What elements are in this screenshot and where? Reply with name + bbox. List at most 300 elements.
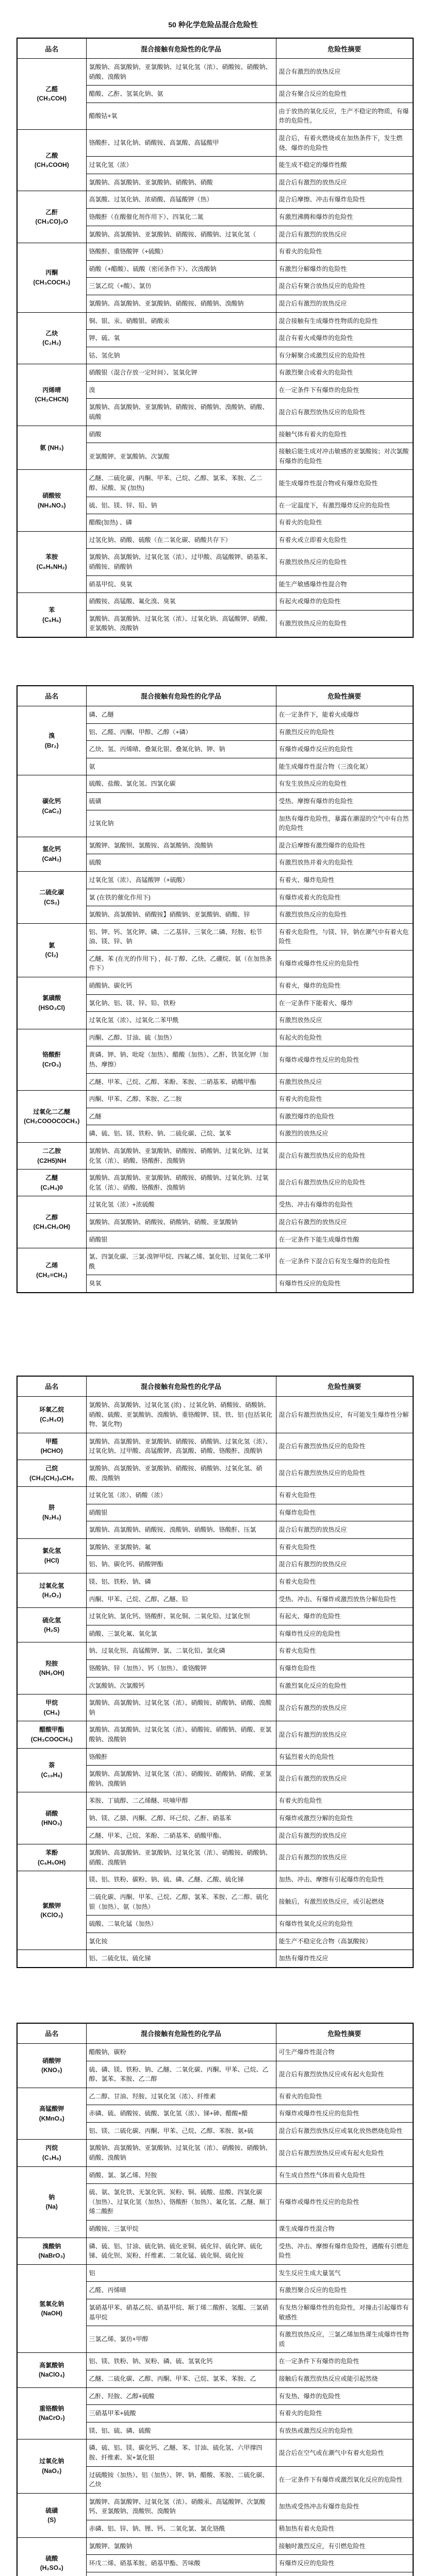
column-header: 混合接触有危险性的化学品 (86, 2023, 276, 2044)
hazard-cell: 在一定条件下有爆炸的危险性 (276, 2353, 413, 2370)
hazard-cell: 有激烈聚合或着火的危险性 (276, 364, 413, 382)
hazard-cell: 混合后有激烈放热反应的危险性 (276, 1143, 413, 1170)
chemicals-cell: 乙醚、甲苯、己烷、苯酚、二硝基苯、硝酸甲酯、 (86, 1827, 276, 1844)
hazard-cell: 有着火的危险性 (276, 1792, 413, 1810)
product-name-cell (17, 706, 86, 775)
hazard-cell: 由于放热的氧化反应，生产不稳定的物质，有爆炸的危险性。 (276, 103, 413, 129)
product-name: 氯磺酸 (42, 994, 61, 1002)
chemicals-cell: 磷、硫、铝、甘油、硫化钠、硫化亚铜、硫化锌、硫化钾、硫化锑、硫化钡、炭粉、纤维素、二氧化锰、硫化铜、硫化铵 (86, 2238, 276, 2264)
chemicals-cell: 铬酸钠、锌（加热）、钙（加热）、重铬酸钾 (86, 1660, 276, 1677)
product-formula: (C2H5)NH (37, 1157, 67, 1164)
hazard-table (17, 1376, 414, 1968)
chemicals-cell: 过氧化氢（浓）、硝酸（浓） (86, 1487, 276, 1504)
table-row (17, 1248, 413, 1275)
hazard-cell: 可生产爆炸性混合物 (276, 2043, 413, 2061)
product-formula: (C₂H₄)0 (40, 1183, 63, 1191)
hazard-cell: 接触时激烈反应，有引燃危险性 (276, 2537, 413, 2555)
chemicals-cell: 硝酸铵、高锰酸、氟化溴、臭氧 (86, 593, 276, 611)
chemicals-cell: 铬酸酐（在酸催化剂作用下）、四氧化二氮 (86, 208, 276, 226)
chemicals-cell: 溴 (86, 381, 276, 399)
table-row (17, 977, 413, 995)
hazard-cell: 混合后，有着火燃烧或在加热条件下，发生燃烧、爆炸的危险性 (276, 129, 413, 156)
product-formula: (C₁₀H₈) (41, 1771, 62, 1778)
chemicals-cell: 过氧化氢（浓）、过氧化二苯甲酰 (86, 1012, 276, 1029)
chemicals-cell: 氯酸钠、亚氯酸钠、氟 (86, 1538, 276, 1556)
hazard-cell: 有着火危险性 (276, 1538, 413, 1556)
chemicals-cell: 三氯乙烯、氯仿+甲醇 (86, 2326, 276, 2353)
chemicals-cell: 磷、乙醚 (86, 706, 276, 723)
product-name-cell (17, 243, 86, 312)
product-formula: (CrO₃) (42, 1061, 61, 1069)
chemicals-cell: 氯酸钠、高氯酸钠、亚氯酸钠、过氧化氢（浓）、硝酸铵、硝酸钠、硝酸、溴酸钠 (86, 2140, 276, 2166)
product-formula: (C₃H₈) (42, 2154, 61, 2162)
chemicals-cell: 氯、四氯化碳、三氯-溴钾甲烷、四氟乙烯、氯化铝、过氧化二苯甲酰 (86, 1248, 276, 1275)
hazard-cell: 能生产不稳定化合物（高氯酸铵） (276, 1933, 413, 1950)
hazard-cell: 混合后有激烈放热反应的危险性 (276, 1170, 413, 1196)
hazard-cell: 有发热、爆炸的危险性 (276, 2387, 413, 2405)
product-name: 过氧化钠 (39, 2458, 64, 2465)
column-header: 混合接触有危险性的化学品 (86, 1376, 276, 1397)
hazard-cell: 接触后，有激烈放热反应，或引起燃烧 (276, 1888, 413, 1915)
product-name-cell (17, 1396, 86, 1433)
product-formula: (KNO₃) (41, 2066, 62, 2074)
chemicals-cell: 氯酸钠、高氯酸钠、亚氯酸钠、硝酸铵、硝酸钠、溴酸钠、硝酸、硫酸 (86, 399, 276, 426)
chemicals-cell: 铬酸酐 (86, 1748, 276, 1766)
hazard-cell: 有分解聚合或激烈反应的危险性 (276, 347, 413, 364)
product-name: 苯 (48, 606, 55, 614)
product-name: 萘 (48, 1761, 55, 1769)
hazard-cell: 有激烈放热反应 (276, 1073, 413, 1091)
chemicals-cell: 臭氧 (86, 1275, 276, 1293)
hazard-table (17, 2023, 414, 2576)
table-row (17, 59, 413, 86)
chemicals-cell: 乙醚、二硫化碳、丙酮、甲苯、己烷、乙醇、氯苯、苯胺、乙二醇、尿酸、炭 (加热) (86, 470, 276, 497)
hazard-cell: 有着火的危险性 (276, 514, 413, 532)
hazard-cell: 混合后有激烈放热反应的危险性 (276, 399, 413, 426)
product-name-cell (17, 1748, 86, 1792)
chemicals-cell: 铬酸酐、过氧化钠、硝酸铵、高氯酸、高锰酸甲 (86, 129, 276, 156)
hazard-cell: 加热有爆炸危险性，暴露在潮湿的空气中有自然的危险性 (276, 810, 413, 837)
product-formula: (CH₃COOH) (34, 161, 69, 169)
product-name: 羟胺 (45, 1659, 58, 1667)
chemicals-cell: 铬酸酐、重铬酸钾（+硫酸） (86, 243, 276, 261)
chemicals-cell: 硝酸钠、碳化钙 (86, 977, 276, 995)
chemicals-cell: 铝、镁、铁粉、钠、炭粉、磷、硫、氢氧化钙 (86, 2353, 276, 2370)
product-name-cell (17, 426, 86, 470)
chemicals-cell: 氯酸钠、高氯酸钠、亚氯酸钠、硝酸铵、硝酸钠、过氧化钠、过氧化氢（浓）、硝酸、铬酸酐、溴酸钠 (86, 1143, 276, 1170)
hazard-cell: 有激烈的放热反应 (276, 1125, 413, 1143)
chemicals-cell: 镁、铝、铁粉、钠、磷 (86, 1573, 276, 1591)
table-row (17, 2537, 413, 2555)
chemicals-cell: 过氧化氢（浓）+浓硫酸 (86, 1196, 276, 1214)
hazard-cell: 有着火的危险性 (276, 243, 413, 261)
product-name: 乙炔 (45, 329, 58, 337)
table-row (17, 1608, 413, 1625)
product-formula: (CH₃COCH₃) (33, 278, 71, 286)
chemicals-cell: 镁、铝、铁粉、碳粉、钠、硫、磷、乙醚、乙酸、硫化锑 (86, 1871, 276, 1889)
hazard-cell: 有激烈放热反应，三氯乙烯加热课生成爆炸性物质 (276, 2326, 413, 2353)
product-name: 氢氧化钠 (39, 2300, 64, 2308)
column-header: 危险性摘要 (276, 686, 413, 706)
chemicals-cell: 氯酸钠、高氯酸钠、亚氯酸钠、硝酸钠、硝酸 (86, 174, 276, 191)
product-name-cell (17, 923, 86, 977)
product-formula: (H₂O₂) (42, 1591, 61, 1599)
chemicals-cell: 乙炔、氢、丙烯晴、叠氮化银、叠氮化钠、钾、钠 (86, 741, 276, 758)
table-header-row (17, 686, 413, 706)
table-header-row (17, 1376, 413, 1397)
hazard-cell: 有起火的危险性 (276, 1029, 413, 1046)
column-header: 品名 (17, 38, 86, 59)
product-name-cell (17, 2537, 86, 2576)
chemicals-cell: 硝酸银 (86, 1231, 276, 1248)
table-row (17, 871, 413, 889)
product-name-cell (17, 531, 86, 592)
chemicals-cell: 氯酸钠、高氯酸钠、硝酸铵】硝酸钠、亚氯酸钠、硝酸、锌 (86, 906, 276, 924)
product-name: 二乙胺 (42, 1147, 61, 1155)
chemicals-cell: 氯酸钾、氯酸钠 (86, 2537, 276, 2555)
hazard-cell: 混合后有激烈的放热反应 (276, 226, 413, 243)
product-name: 甲醛 (45, 1437, 58, 1445)
table-row (17, 1091, 413, 1108)
column-header: 品名 (17, 1376, 86, 1397)
product-name-cell (17, 1170, 86, 1196)
chemicals-cell: 过硫酸铵（加热）、铝（加热）、钾、钠、醋酸、苯胺、二硫化碳、乙炔 (86, 2466, 276, 2493)
table-row (17, 531, 413, 549)
column-header: 品名 (17, 686, 86, 706)
chemicals-cell: 硫、磷、镁、铁粉、钠、乙醚、二氧化碳、丙酮、甲苯、己烷、乙醇、氯苯、苯胺、乙二醇 (86, 2061, 276, 2088)
hazard-cell: 有爆炸或爆炸性反应的危险性 (276, 2105, 413, 2123)
chemicals-cell: 次氯酸钠、次氯酸钙 (86, 1677, 276, 1694)
hazard-cell: 有着火危险性 (276, 1573, 413, 1591)
product-name: 硝酸铵 (42, 492, 61, 500)
chemicals-cell: 硫磺 (86, 792, 276, 810)
chemicals-cell: 氯化铵 (86, 1933, 276, 1950)
product-name: 氯 (48, 941, 55, 949)
product-formula: (CH₂=CH₂) (36, 1271, 68, 1279)
page-title: 50 种化学危险品混合危险性 (168, 21, 258, 29)
chemicals-cell: 乙二醇、甘油、羟胺、过氧化氢（浓）、纤维素 (86, 2088, 276, 2105)
hazard-cell: 有着火，爆炸的危险性 (276, 977, 413, 995)
product-formula: (CH₂COOOCOCH₃) (24, 1117, 80, 1125)
product-formula: (Cl₂) (45, 951, 58, 959)
chemicals-cell: 过氧化氢（浓）、高锰酸钾（+硫酸） (86, 871, 276, 889)
hazard-cell: 课生成爆炸性混合物 (276, 2221, 413, 2238)
product-name: 硫酸 (45, 2554, 58, 2562)
product-formula: (KClO₃) (40, 1911, 63, 1919)
product-formula: (CH₃CH₂OH) (33, 1223, 71, 1231)
chemicals-cell: 钴、氢化钠 (86, 347, 276, 364)
chemicals-cell: 三硝基甲苯+硫酸 (86, 2405, 276, 2422)
hazard-cell: 有起火或爆炸的危险性 (276, 593, 413, 611)
hazard-cell: 有着火的危险性 (276, 2088, 413, 2105)
hazard-cell: 混合后有聚合放热反应的危险性 (276, 278, 413, 295)
chemicals-cell: 氯酸钠、高氯酸钠、过氧化氢 (浓) 、过氧化钠、硝酸铵、硝酸钠、硝酸、硫酸、亚氯酸钠、溴酸钠、重铬酸钾、镁、铁、铝 (包括氧化物、氯化物) (86, 1396, 276, 1433)
chemicals-cell: 氯酸钠、高氯酸钠、亚氯酸钠、过氧化氢（浓）、硝酸铵、硝酸钠、硝酸、溴酸钠 (86, 59, 276, 86)
chemicals-cell: 环戊二烯、硝基苯胺、硝基甲酯、苦味酸 (86, 2555, 276, 2572)
product-name: 过氧化二乙醚 (33, 1108, 71, 1115)
table-row (17, 2238, 413, 2264)
chemicals-cell: 硝酸银（混合存放一定时间）、氢氧化钾 (86, 364, 276, 382)
chemicals-cell: 硝酸、三氯化氟、氧化氯 (86, 1625, 276, 1642)
hazard-cell: 有着火危险性 (276, 1487, 413, 1504)
chemicals-cell: 醋酸(加热) 、磷 (86, 514, 276, 532)
product-name: 乙酐 (45, 208, 58, 216)
table-row (17, 243, 413, 261)
product-name: 铬酸酐 (42, 1051, 61, 1059)
product-name-cell (17, 1608, 86, 1642)
hazard-cell: 有爆炸反应的危险性 (276, 2555, 413, 2572)
hazard-cell: 有激烈爆炸的危险性 (276, 1108, 413, 1125)
table-header-row (17, 2023, 413, 2044)
column-header: 危险性摘要 (276, 2023, 413, 2044)
product-formula: (CH₂CHCN) (35, 396, 69, 403)
product-name: 氨 (NH₃) (40, 444, 64, 451)
table-row (17, 1433, 413, 1460)
table-row (17, 706, 413, 723)
hazard-cell: 有着火、爆炸危险性 (276, 871, 413, 889)
hazard-cell: 有激烈放热反应的危险性 (276, 906, 413, 924)
product-name-cell (17, 1642, 86, 1694)
table-row (17, 1844, 413, 1871)
hazard-cell: 稍加热有着火危险性 (276, 2520, 413, 2537)
chemicals-cell: 醋酸、乙酐、氢氧化钠、氨 (86, 86, 276, 103)
product-name-cell (17, 977, 86, 1029)
product-formula: (Br₂) (44, 741, 59, 749)
hazard-cell: 有猛烈着火的危险性 (276, 1748, 413, 1766)
table-row (17, 1143, 413, 1170)
product-name: 硫化氢 (42, 1616, 61, 1624)
chemicals-cell: 氯酸钠、高氯酸钠、亚氯酸钠、硝酸铵、硝酸钠、溴酸钠 (86, 295, 276, 312)
product-formula: (C₆H₆) (42, 616, 61, 623)
hazard-cell: 混合后摩擦有激烈爆炸的危险性 (276, 837, 413, 854)
chemicals-cell: 硝酸 (86, 426, 276, 443)
product-name: 乙醛 (45, 85, 58, 93)
chemicals-cell: 钠、过氧化钡、高锰酸钾、氯、二氧化铅、氯化磷 (86, 1642, 276, 1660)
product-name-cell (17, 2439, 86, 2493)
hazard-cell: 混合后在空气或在潮气中有着火危险性 (276, 2439, 413, 2466)
hazard-cell: 混合后有激烈放热反应的危险性 (276, 1460, 413, 1486)
product-name: 甲烷 (45, 1699, 58, 1707)
chemicals-cell: 丙酮、乙醇、甘油、硫（加热） (86, 1029, 276, 1046)
hazard-cell: 有放热或激烈反应的危险性 (276, 2422, 413, 2439)
product-formula: (NaOH) (41, 2310, 62, 2317)
chemicals-cell: 赤磷、硫、硝酸铵、硫酸、氯化氢（浓）、锑+砷、醋酸+醋 (86, 2105, 276, 2123)
product-name-cell (17, 312, 86, 364)
product-name-cell (17, 1950, 86, 1968)
hazard-cell: 混合后有激烈的放热反应 (276, 174, 413, 191)
product-formula: (HNO₃) (41, 1819, 62, 1827)
chemicals-cell: 铝、镁、二硫化碳、丙酮、甲苯、己烷、乙醇、苯胺、氨+硫 (86, 2122, 276, 2140)
hazard-cell: 有爆炸危险性 (276, 1660, 413, 1677)
table-row (17, 129, 413, 156)
product-formula: (NaO₂) (42, 2467, 62, 2475)
product-formula: (NaBrO₃) (38, 2252, 65, 2260)
chemicals-cell: 氯酸钠、高氯酸钠、过氧化氢（浓）、硝酸铵、硝酸钠、硝酸、亚氯酸钠、溴酸钠 (86, 1766, 276, 1792)
product-formula: (CH₃COOCH₃) (30, 1736, 73, 1743)
hazard-cell: 混合有聚合反应的危险性 (276, 86, 413, 103)
table-row (17, 1792, 413, 1810)
product-name-cell (17, 1871, 86, 1950)
table-row (17, 1487, 413, 1504)
chemicals-cell: 硝基甲烷、臭氧 (86, 575, 276, 593)
product-formula: (CH₄) (43, 1708, 60, 1716)
hazard-cell: 有着火的危险性 (276, 2405, 413, 2422)
hazard-cell: 加热或受热冲击有爆炸危险性 (276, 2493, 413, 2520)
chemicals-cell: 乙酐、羟胺、乙醇+硫酸 (86, 2387, 276, 2405)
product-formula: (CaC₂) (42, 807, 61, 815)
product-formula: (HCl) (44, 1556, 59, 1564)
product-name: 氢化钙 (42, 845, 61, 853)
column-header: 危险性摘要 (276, 38, 413, 59)
hazard-cell: 有激烈放热反应的危险性 (276, 610, 413, 637)
chemicals-cell: 氯酸钾、高氯酸钾、过氧化氢（浓）、硝酸汞、高锰酸钾、次氯酸钙、亚氯酸钠、溴酸钡、溴酸钠 (86, 2493, 276, 2520)
product-name: 溴 (48, 732, 55, 740)
product-name: 乙醇 (45, 1213, 58, 1221)
hazard-cell: 能生成不稳定的爆炸性酸 (276, 157, 413, 174)
column-header: 混合接触有危险性的化学品 (86, 38, 276, 59)
chemicals-cell: 硝酸、氯、氯乙烯、羟胺 (86, 2166, 276, 2184)
product-name-cell (17, 837, 86, 871)
chemicals-cell: 氯酸钠、高氯酸钠、过氧化氢（浓）、过氧化钠、高锰酸钾、硝酸、亚氯酸钠、溴酸钠 (86, 610, 276, 637)
hazard-cell: 混合后有激烈的放热反应 (276, 1827, 413, 1844)
chemicals-cell: 过氧化钠、氯化钙、铬酸酐、氧化铜、二氧化铅、过氯化钡 (86, 1608, 276, 1625)
product-formula: (S) (47, 2516, 56, 2524)
product-name: 丙烯晴 (42, 386, 61, 394)
hazard-cell: 混合后有激烈的放热反应 (276, 1844, 413, 1871)
hazard-cell: 有着火或立即着火危险性 (276, 531, 413, 549)
product-name-cell (17, 2043, 86, 2088)
chemicals-cell: 铝 (86, 2264, 276, 2282)
product-name: 氯化氢 (42, 1547, 61, 1555)
chemicals-cell: 二硫化碳、丙酮、甲苯、己烷、乙醇、氯苯、苯胺、乙二醇、硫化银（加热）、氨（加热） (86, 1888, 276, 1915)
product-name: 乙酸 (45, 151, 58, 159)
table-sections (0, 38, 426, 2576)
product-name: 硝酸钾 (42, 2057, 61, 2064)
table-row (17, 2088, 413, 2105)
product-name: 二硫化碳 (39, 889, 64, 896)
column-header: 危险性摘要 (276, 1376, 413, 1397)
hazard-cell: 加热、冲击、摩擦有引起爆炸的危险性 (276, 1871, 413, 1889)
chemicals-cell: 氯酸钠、高氯酸钠、亚氯酸钠、过氧化氢（浓）、硝酸铵、硝酸钠、硝酸、溴酸钠 (86, 1844, 276, 1871)
hazard-table (17, 685, 414, 1293)
chemicals-cell: 黄磷、钾、钠、吡啶（加热）、醋酸（加热）、乙酐、铁氢化钾（加热、摩擦） (86, 1046, 276, 1073)
hazard-cell: 混合有着火或爆炸的危险性 (276, 330, 413, 347)
hazard-cell: 在一定条件下能生成爆炸性酸 (276, 1231, 413, 1248)
table-row (17, 2264, 413, 2282)
chemicals-cell: 丙酮、甲苯、己烷、乙醇、乙醚、铅 (86, 1590, 276, 1608)
hazard-cell: 在一定条件下有爆炸的危险性 (276, 381, 413, 399)
product-formula: (NaCrO₇) (38, 2414, 65, 2422)
product-name-cell (17, 2387, 86, 2439)
hazard-cell: 混合后有激烈的放热反应 (276, 1213, 413, 1231)
chemicals-cell: 氯酸钠、高氯酸钠、亚氯酸钠、硝酸铵、硝酸钠、过氧化氢、硝酸、溴酸钠 (86, 1460, 276, 1486)
table-row (17, 1721, 413, 1748)
table-row (17, 1748, 413, 1766)
hazard-cell: 在一定条件下，能着火或爆炸 (276, 706, 413, 723)
table-row (17, 2353, 413, 2370)
product-name-cell (17, 1248, 86, 1293)
chemicals-cell: 钾、硫、氧 (86, 330, 276, 347)
product-formula: (CS₂) (44, 898, 60, 906)
product-name-cell (17, 775, 86, 837)
chemicals-cell: 氯酸钠、高氯酸钠、亚氯酸钠、硝酸铵、硝酸钠、过氧化钠、过氧化氢（浓）、硝酸、铬酸酐、溴酸钠 (86, 1170, 276, 1196)
chemicals-cell: 氯酸钠、高氯酸钠、硝酸铵、溴酸钠、硝酸钠、铬酸酐、压氯 (86, 1521, 276, 1539)
product-name: 溴酸钠 (42, 2242, 61, 2250)
hazard-cell: 有爆炸性反应的危险性 (276, 1625, 413, 1642)
hazard-cell: 混合后有激烈放热反应或有起火危险性 (276, 2061, 413, 2088)
product-formula: (C₆H₅OH) (38, 1858, 66, 1866)
product-name-cell (17, 2353, 86, 2387)
hazard-cell: 混合后有激烈放热反应的危险性 (276, 1433, 413, 1460)
hazard-cell: 接触后有激烈放热反应或能引起然烧 (276, 2370, 413, 2387)
product-name-cell (17, 2493, 86, 2537)
chemicals-cell: 硫酸、盐酸、氯化氢、四氯化碳 (86, 775, 276, 793)
chemicals-cell: 过氧化钠 (86, 810, 276, 837)
product-formula: (CH₃CO)₂O (35, 218, 69, 226)
chemicals-cell: 氯酸钠、高氯酸钠、硝酸铵、硝酸钠、硝酸、亚氯酸钠 (86, 1213, 276, 1231)
product-name: 钠 (48, 2193, 55, 2201)
product-name: 乙烯 (45, 1261, 58, 1269)
hazard-cell: 有爆炸或爆炸性反应的危险性 (276, 1046, 413, 1073)
chemicals-cell (86, 2572, 276, 2576)
chemicals-cell: 醋酸钠，碳粉 (86, 2043, 276, 2061)
product-name-cell (17, 1792, 86, 1844)
product-name-cell (17, 470, 86, 531)
hazard-cell: 有激烈氧化反应的危险性 (276, 1677, 413, 1694)
product-name-cell (17, 1091, 86, 1143)
table-row (17, 2493, 413, 2520)
hazard-cell: 有激烈沸腾和爆炸的危险性 (276, 208, 413, 226)
chemicals-cell: 铝、钠、碳化钙、硝酸钾酯 (86, 1556, 276, 1573)
chemicals-cell: 硝酸银 (86, 1504, 276, 1521)
product-name-cell (17, 1538, 86, 1573)
table-row (17, 1694, 413, 1721)
product-name-cell (17, 871, 86, 923)
hazard-cell: 有激烈分解爆炸的危险性 (276, 260, 413, 278)
product-name-cell (17, 1721, 86, 1748)
table-row (17, 1538, 413, 1556)
hazard-cell: 能生成爆炸性混合物（三溴化氮） (276, 758, 413, 775)
product-formula: (NH₄NO₃) (37, 501, 66, 509)
chemicals-cell: 磷、硫、铝、镁、碳化钙、乙醚、苯、甘油、硫化氢、六甲撑四胺、纤维素、炭+氯化银 (86, 2439, 276, 2466)
product-name-cell (17, 2238, 86, 2264)
product-name-cell (17, 59, 86, 130)
hazard-cell: 有生成自然性气体而着火危险性 (276, 2166, 413, 2184)
hazard-cell: 混合后有激烈的放热反应 (276, 1766, 413, 1792)
chemicals-cell: 氯酸钠、高氯酸钠、亚氯酸钠、硝酸铵、硝酸钠、过氧化氢（浓）、过氧化钠、过甲酸、高锰酸钾、高氯酸、硝酸、铬酸酐、溴酸钠 (86, 1433, 276, 1460)
product-name: 乙醚 (45, 1174, 58, 1182)
chemicals-cell: 钠、镁、乙腈、丙酮、乙醇、环己烷、乙酐、硝基苯 (86, 1809, 276, 1827)
hazard-cell: 加热有爆炸性反应 (276, 1950, 413, 1968)
product-name: 苯胺 (45, 553, 58, 561)
hazard-cell: 有激烈反应的危险性 (276, 723, 413, 741)
chemicals-cell: 氯 (在铁的催化作用下) (86, 889, 276, 906)
product-name-cell (17, 191, 86, 243)
hazard-cell: 混合后有激烈的放热反应 (276, 295, 413, 312)
chemicals-cell: 氯酸钠、高氯酸钠、过氧化氢（浓）、过甲酸、高锰酸钾、硝基苯、硝酸铵、硝酸钠 (86, 549, 276, 575)
product-formula: (H₂S) (44, 1626, 60, 1634)
product-name-cell (17, 1460, 86, 1486)
chemicals-cell: 过氧化氢（浓） (86, 157, 276, 174)
table-row (17, 191, 413, 209)
hazard-cell: 混合后有激烈的放热反应 (276, 1521, 413, 1539)
table-row (17, 470, 413, 497)
product-name: 硫磺 (45, 2506, 58, 2514)
hazard-cell: 有着火危险性，与镁、锌，钠在潮气中有着火危险性 (276, 923, 413, 950)
hazard-cell: 混合后有激烈放热反应，有可能发生爆炸性分解 (276, 1396, 413, 1433)
product-name: 过氧化氢 (39, 1582, 64, 1589)
chemicals-cell: 硫酸 (86, 854, 276, 872)
